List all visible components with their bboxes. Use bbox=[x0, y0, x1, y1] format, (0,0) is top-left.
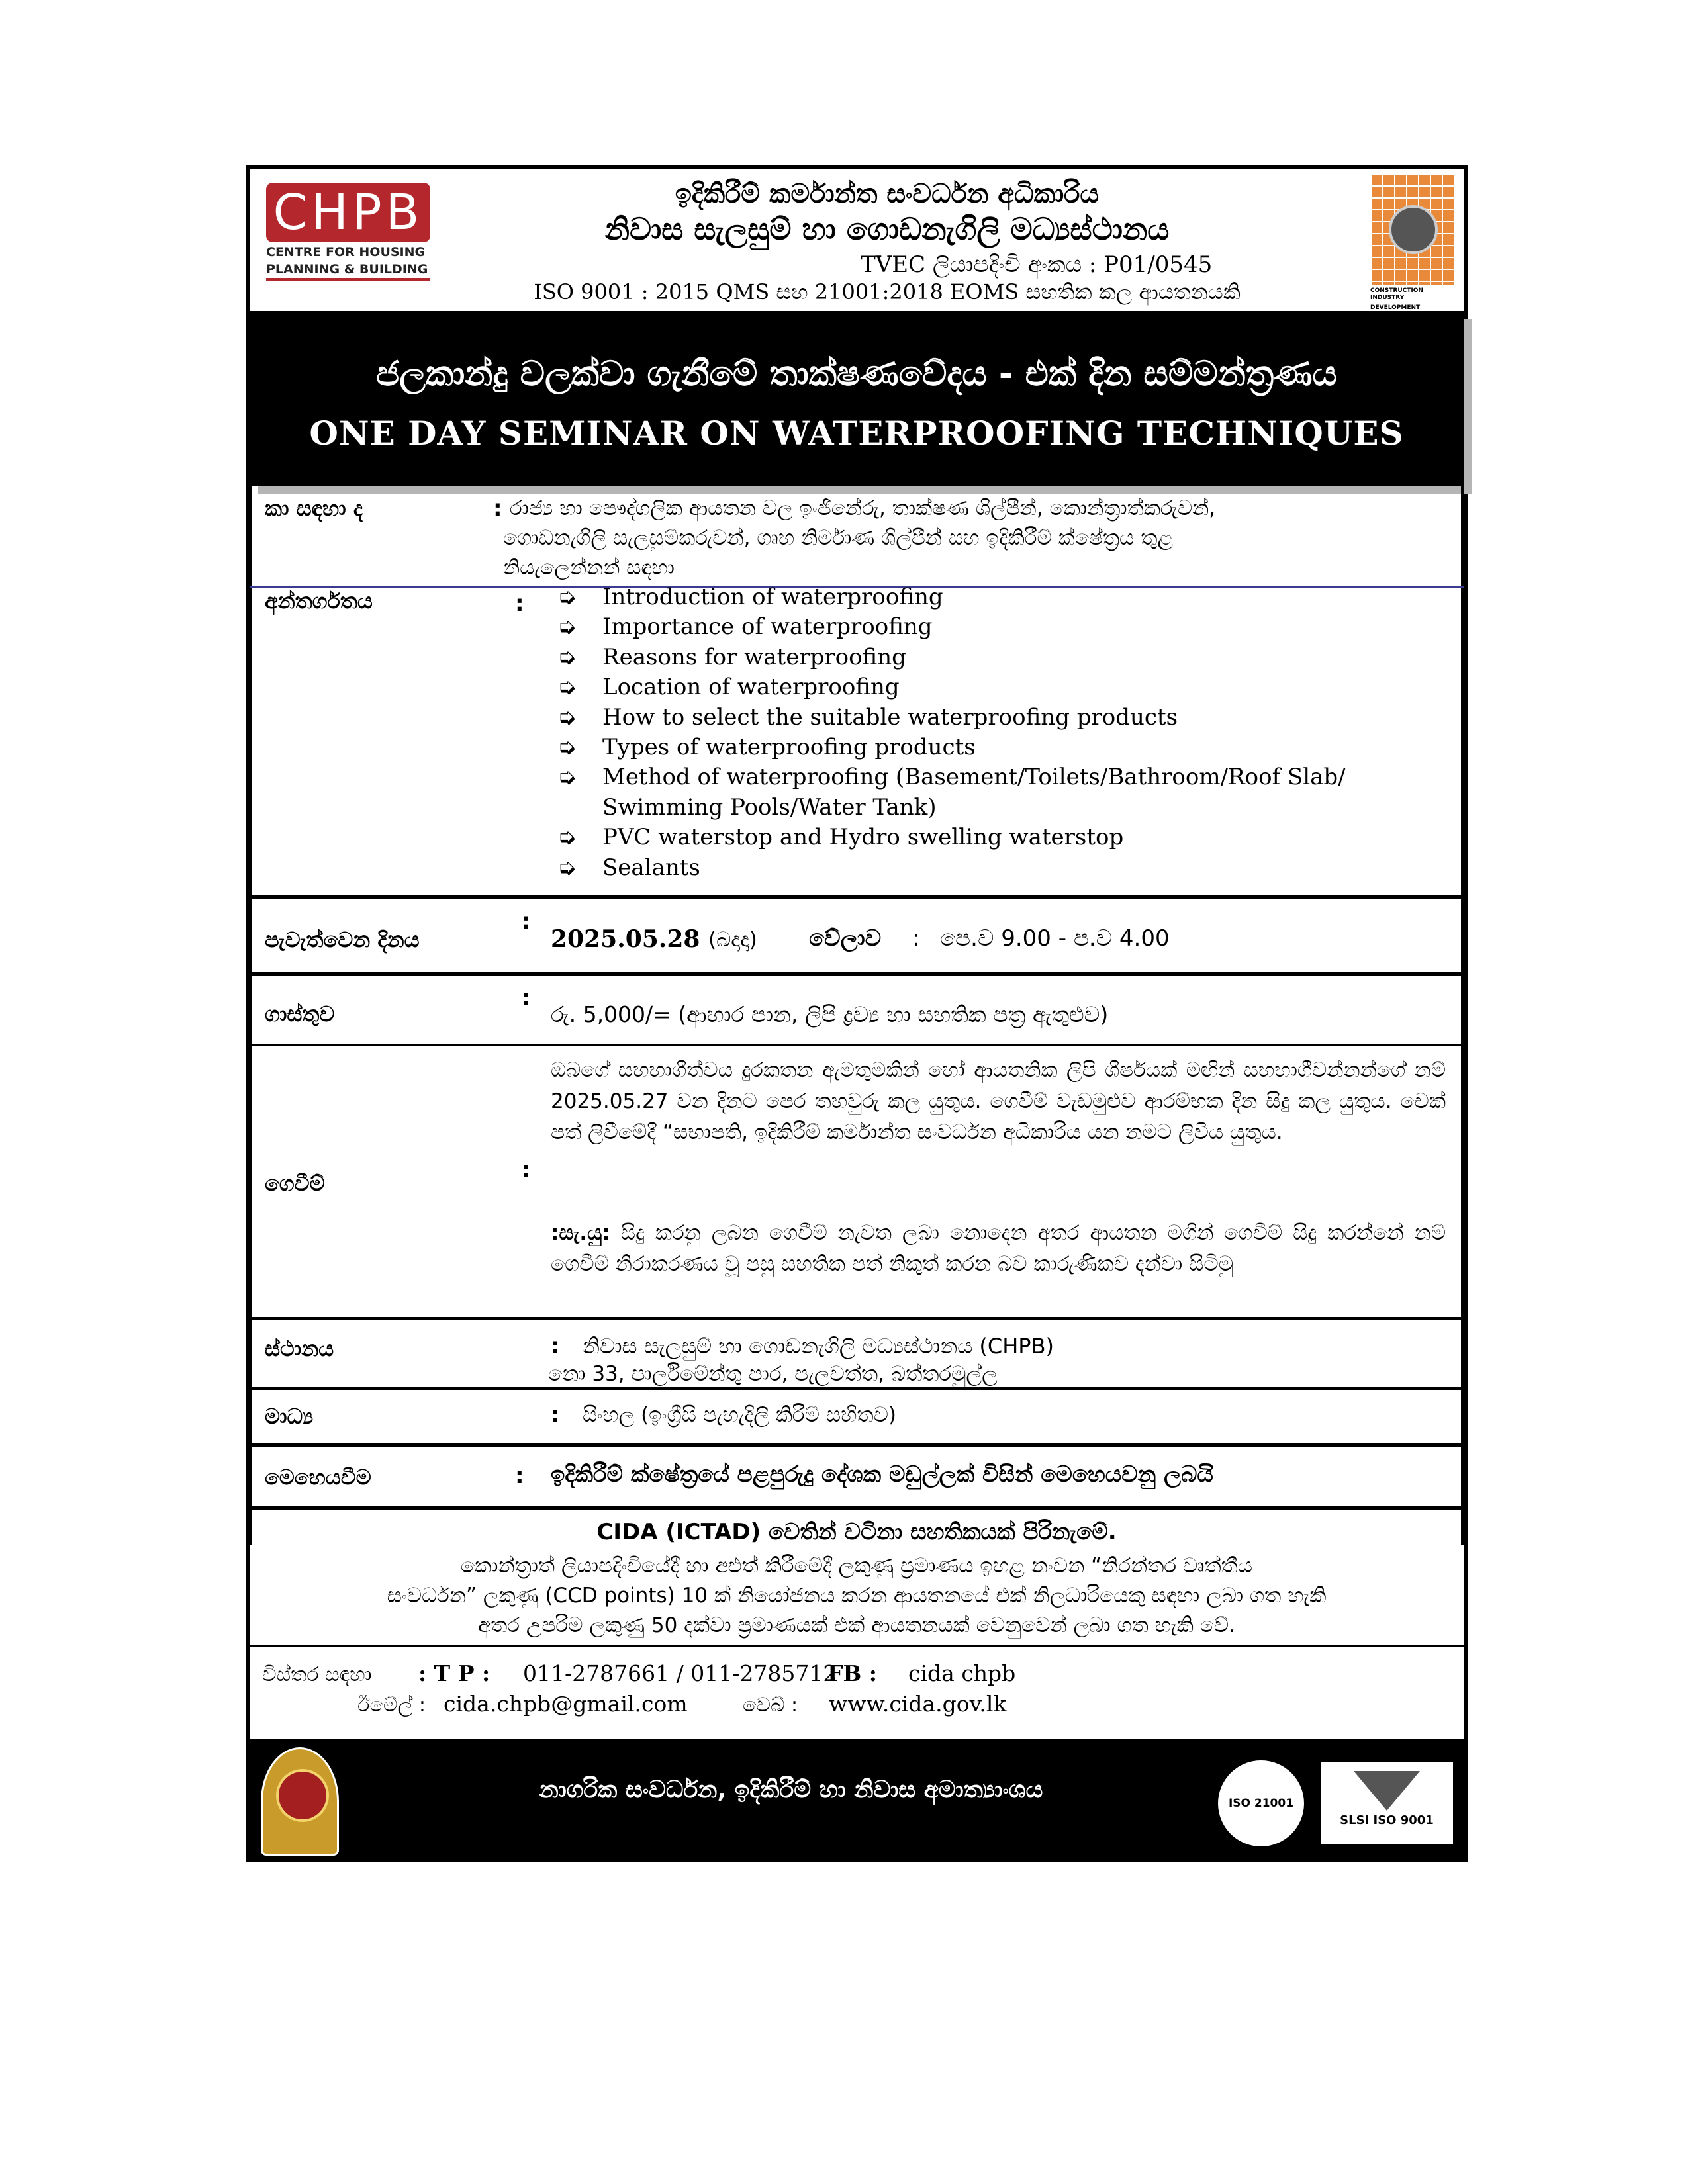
contents-item-text: Importance of waterproofing bbox=[602, 614, 933, 641]
venue-colon: : bbox=[551, 1333, 560, 1359]
contents-colon: : bbox=[515, 590, 524, 617]
org-name-si: ඉදිකිරීම් කර්මාන්ත සංවර්ධන අධිකාරිය bbox=[675, 179, 1100, 209]
slsi-triangle-icon bbox=[1354, 1771, 1420, 1811]
chpb-logo-mark: CHPB bbox=[266, 183, 430, 242]
medium-value: සිංහල (ඉංග්‍රීසි පැහැදිලි කිරීම් සහිතව) bbox=[583, 1403, 896, 1427]
tp-label: : T P : bbox=[418, 1661, 491, 1686]
iso-21001-seal: ISO 21001 bbox=[1218, 1760, 1304, 1846]
arrow-bullet-icon: ➭ bbox=[557, 824, 577, 851]
guidance-value: ඉදිකිරීම් ක්ෂේත්‍රයේ පළපුරුදු දේශක මඩුල්ලක් විසින් මෙහෙයවනු ලබයි bbox=[551, 1461, 1213, 1488]
payment-note-prefix: :සැ.යු: bbox=[551, 1221, 610, 1245]
time-colon: : bbox=[912, 925, 920, 952]
title-si: ජලකාන්දු වලක්වා ගැනීමේ තාක්ෂණවේදය - එක් දින සම්මන්ත්‍රණය bbox=[376, 354, 1337, 394]
row-divider-8 bbox=[250, 1506, 1464, 1510]
audience-label: කා සඳහා ද bbox=[265, 496, 363, 521]
chpb-logo-sub1: CENTRE FOR HOUSING bbox=[266, 245, 426, 259]
table-right-border bbox=[1461, 486, 1464, 1545]
arrow-bullet-icon: ➭ bbox=[557, 674, 577, 701]
slsi-seal-text: SLSI ISO 9001 bbox=[1340, 1813, 1434, 1827]
payment-paragraph: ඔබගේ සහභාගීත්වය දුරකතන ඇමතුමකින් හෝ ආයතනික ලිපි ශීර්ෂයක් මඟින් සහභාගීවන්නන්ගේ නම් 2025.05.27 වන දිනට පෙර තහවුරු කල යුතුය. ගෙවීම් වැඩමුළුව ආරම්භක දින සිදු කල යුතුය. චෙක් පත් ලිවීමේදී “සභාපති, ඉදිකිරීම් කර්මාන්ත සංවර්ධන අධිකාරිය යන නමට ලිවිය යුතුය. bbox=[551, 1058, 1446, 1144]
row-divider-7 bbox=[250, 1443, 1464, 1447]
table-left-border bbox=[250, 486, 252, 1545]
cida-logo-caption2: DEVELOPMENT bbox=[1370, 304, 1421, 311]
arrow-bullet-icon: ➭ bbox=[557, 614, 577, 641]
audience-line1: රාජ්‍ය හා පෞද්ගලික ආයතන වල ඉංජිනේරු, තාක්ෂණ ශිල්පීන්, කොන්ත්‍රාත්කරුවන්, bbox=[510, 496, 1216, 520]
list-item bbox=[549, 643, 1410, 672]
chpb-logo bbox=[266, 183, 430, 282]
time-label: වේලාව bbox=[809, 925, 882, 952]
audience-line2: ගොඩනැගිලි සැලසුම්කරුවන්, ගෘහ නිර්මාණ ශිල්පීන් සහ ඉදිකිරීම් ක්ෂේත්‍රය තුළ bbox=[503, 526, 1174, 550]
cida-logo-caption1: CONSTRUCTION INDUSTRY bbox=[1370, 287, 1423, 301]
cida-logo bbox=[1370, 173, 1454, 312]
fb-value: cida chpb bbox=[908, 1661, 1016, 1686]
contents-item-text: Sealants bbox=[602, 854, 700, 881]
date-day: (බදාදා) bbox=[708, 928, 757, 952]
contents-list bbox=[549, 582, 1410, 883]
ministry-name: නාගරික සංවර්ධන, ඉදිකිරීම් හා නිවාස අමාත්‍යාංශය bbox=[539, 1776, 1043, 1803]
title-en: ONE DAY SEMINAR ON WATERPROOFING TECHNIQUES bbox=[309, 414, 1404, 453]
list-item bbox=[549, 762, 1410, 792]
guidance-colon: : bbox=[515, 1463, 524, 1489]
chpb-logo-sub2: PLANNING & BUILDING bbox=[266, 262, 428, 277]
contents-item-text: Swimming Pools/Water Tank) bbox=[602, 794, 937, 821]
venue-label: ස්ථානය bbox=[265, 1336, 334, 1361]
list-item bbox=[549, 703, 1410, 733]
audience-line3: නියැලෙන්නන් සඳහා bbox=[503, 556, 675, 580]
fb-label: FB : bbox=[827, 1661, 877, 1686]
list-item bbox=[549, 672, 1410, 702]
contents-item-text: Types of waterproofing products bbox=[602, 734, 976, 761]
contents-item-text: Location of waterproofing bbox=[602, 674, 900, 701]
contents-item-text: Introduction of waterproofing bbox=[602, 584, 943, 610]
tp-value: 011-2787661 / 011-2785712 bbox=[523, 1661, 837, 1686]
list-item-continuation bbox=[549, 793, 1410, 823]
arrow-bullet-icon: ➭ bbox=[557, 704, 577, 731]
medium-colon: : bbox=[551, 1402, 560, 1428]
cida-note-title: CIDA (ICTAD) වෙතින් වටිනා සහතිකයක් පිරිනැමේ. bbox=[596, 1519, 1117, 1545]
row-divider-3 bbox=[250, 972, 1464, 976]
payment-note bbox=[551, 1218, 1446, 1280]
cida-logo-emblem-icon bbox=[1389, 205, 1438, 254]
date-label: පැවැත්වෙන දිනය bbox=[265, 927, 420, 952]
contents-item-text: PVC waterstop and Hydro swelling waterstop bbox=[602, 824, 1124, 851]
arrow-bullet-icon: ➭ bbox=[557, 643, 577, 670]
centre-name-si: නිවාස සැලසුම් හා ගොඩනැගිලි මධ්‍යස්ථානය bbox=[604, 211, 1170, 247]
tvec-number: TVEC ලියාපදිංචි අංකය : P01/0545 bbox=[861, 251, 1213, 278]
cida-note-line2: සංවර්ධන” ලකුණු (CCD points) 10 ක් නියෝජනය කරන ආයතනයේ එක් නිලධාරියෙකු සඳහා ලබා ගත හැකි bbox=[387, 1584, 1327, 1608]
row-divider-2 bbox=[250, 895, 1464, 899]
time-value: පෙ.ව 9.00 - ප.ව 4.00 bbox=[940, 925, 1170, 952]
cida-note-line1: කොන්ත්‍රාත් ලියාපදිංචියේදී හා අළුත් කිරීමේදී ලකුණු ප්‍රමාණය ඉහළ නංවන “නිරන්තර වෘත්තීය bbox=[460, 1554, 1253, 1578]
arrow-bullet-icon: ➭ bbox=[557, 584, 577, 610]
date-colon: : bbox=[522, 908, 531, 934]
list-item bbox=[549, 733, 1410, 762]
fee-colon: : bbox=[522, 985, 531, 1011]
slsi-iso-9001-seal bbox=[1321, 1762, 1453, 1844]
medium-label: මාධ්‍ය bbox=[265, 1404, 314, 1429]
venue-line2: නො 33, පාර්ලිමේන්තු පාර, පැලවත්ත, බත්තරමුල්ල bbox=[548, 1362, 998, 1386]
contents-label: අන්තර්ගතය bbox=[265, 588, 373, 614]
fee-label: ගාස්තුව bbox=[265, 1001, 335, 1026]
payment-colon: : bbox=[522, 1157, 531, 1183]
cida-logo-grid bbox=[1370, 173, 1454, 285]
payment-label: ගෙවීම් bbox=[265, 1171, 325, 1196]
row-divider-9 bbox=[250, 1645, 1464, 1647]
emblem-center-icon bbox=[276, 1769, 329, 1822]
date-value: 2025.05.28 bbox=[551, 925, 700, 953]
web-value[interactable] bbox=[829, 1689, 1006, 1719]
sri-lanka-emblem-icon bbox=[261, 1747, 339, 1856]
list-item bbox=[549, 823, 1410, 852]
row-divider-5 bbox=[250, 1317, 1464, 1320]
arrow-bullet-icon: ➭ bbox=[557, 854, 577, 881]
cida-note-line3: අතර උපරිම ලකුණු 50 දක්වා ප්‍රමාණයක් එක් ආයතනයක් වෙනුවෙන් ලබා ගත හැකි වේ. bbox=[478, 1614, 1235, 1637]
chpb-logo-rule bbox=[266, 278, 430, 281]
payment-note-text: සිදු කරනු ලබන ගෙවීම් නැවත ලබා නොදෙන අතර ආයතන මගින් ගෙවීම් සිදු කරන්නේ නම් ගෙවීම් නිරාකරණය වූ පසු සහතික පත් නිකුත් කරන බව කාරුණිකව දන්වා සිටිමු bbox=[551, 1221, 1446, 1276]
arrow-bullet-icon: ➭ bbox=[557, 764, 577, 791]
audience-colon: : bbox=[493, 495, 502, 522]
arrow-bullet-icon: ➭ bbox=[557, 734, 577, 761]
list-item bbox=[549, 853, 1410, 883]
email-label: ඊමේල් : bbox=[357, 1694, 426, 1717]
email-value[interactable] bbox=[444, 1689, 688, 1719]
web-label: වෙබ් : bbox=[743, 1694, 798, 1717]
list-item bbox=[549, 582, 1410, 612]
email-link[interactable]: cida.chpb@gmail.com bbox=[444, 1691, 688, 1717]
guidance-label: මෙහෙයවීම bbox=[265, 1465, 371, 1490]
row-divider-4 bbox=[250, 1044, 1464, 1046]
fee-value: රු. 5,000/= (ආහාර පාන, ලිපි ද්‍රව්‍ය හා සහතික පත්‍ර ඇතුළුව) bbox=[551, 1001, 1109, 1027]
iso-line: ISO 9001 : 2015 QMS සහ 21001:2018 EOMS සහතික කල ආයතනයකි bbox=[534, 279, 1241, 304]
contents-item-text: Reasons for waterproofing bbox=[602, 643, 906, 670]
list-item bbox=[549, 612, 1410, 642]
title-banner bbox=[250, 311, 1464, 486]
web-link[interactable]: www.cida.gov.lk bbox=[829, 1691, 1007, 1717]
details-label: විස්තර සඳහා bbox=[262, 1663, 372, 1686]
contents-item-text: Method of waterproofing (Basement/Toilets/Bathroom/Roof Slab/ bbox=[602, 764, 1346, 791]
venue-line1: නිවාස සැලසුම් හා ගොඩනැගිලි මධ්‍යස්ථානය (CHPB) bbox=[583, 1334, 1055, 1359]
contents-item-text: How to select the suitable waterproofing products bbox=[602, 704, 1178, 731]
